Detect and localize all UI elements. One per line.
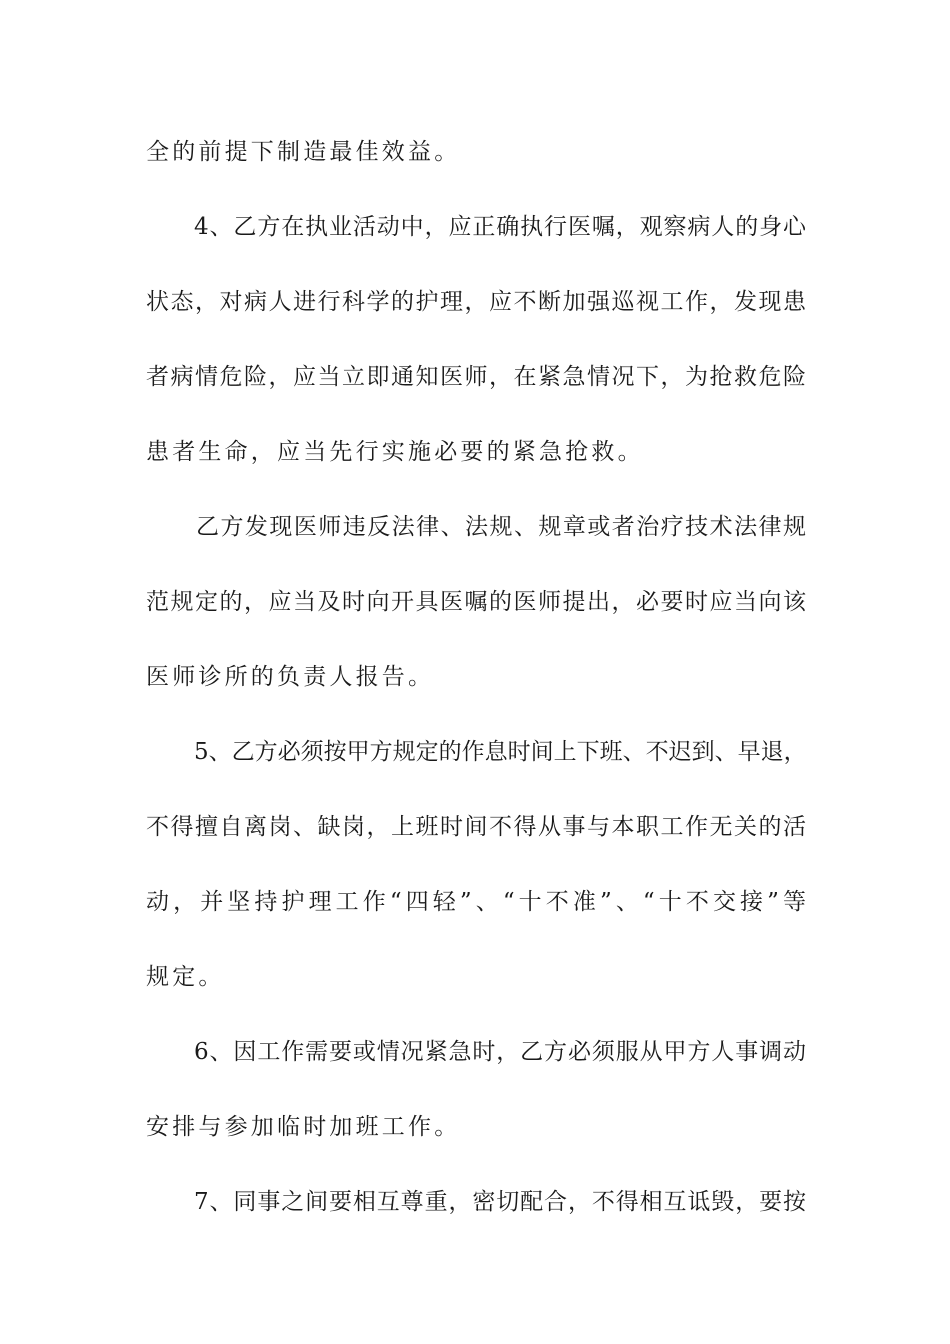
text-line: 规定。 (146, 964, 225, 990)
paragraph-7-line-1: 7、同事之间要相互尊重，密切配合，不得相互诋毁，要按 (194, 1189, 806, 1215)
text-line: 者病情危险，应当立即通知医师，在紧急情况下，为抢救危险 (146, 364, 806, 390)
paragraph-6-line-1: 6、因工作需要或情况紧急时，乙方必须服从甲方人事调动 (194, 1039, 806, 1065)
text-line: 全的前提下制造最佳效益。 (146, 139, 461, 165)
text-line: 患者生命，应当先行实施必要的紧急抢救。 (146, 439, 644, 465)
paragraph-report-line-1: 乙方发现医师违反法律、法规、规章或者治疗技术法律规 (196, 514, 806, 540)
text-line: 不得擅自离岗、缺岗，上班时间不得从事与本职工作无关的活 (146, 814, 806, 840)
text-line: 状态，对病人进行科学的护理，应不断加强巡视工作，发现患 (146, 289, 806, 315)
text-line: 安排与参加临时加班工作。 (146, 1114, 461, 1140)
text-line: 医师诊所的负责人报告。 (146, 664, 435, 690)
paragraph-4-line-1: 4、乙方在执业活动中，应正确执行医嘱，观察病人的身心 (194, 214, 806, 240)
text-line: 动，并坚持护理工作“四轻”、“十不准”、“十不交接”等 (146, 889, 806, 915)
text-line: 范规定的，应当及时向开具医嘱的医师提出，必要时应当向该 (146, 589, 806, 615)
paragraph-5-line-1: 5、乙方必须按甲方规定的作息时间上下班、不迟到、早退， (194, 739, 807, 765)
